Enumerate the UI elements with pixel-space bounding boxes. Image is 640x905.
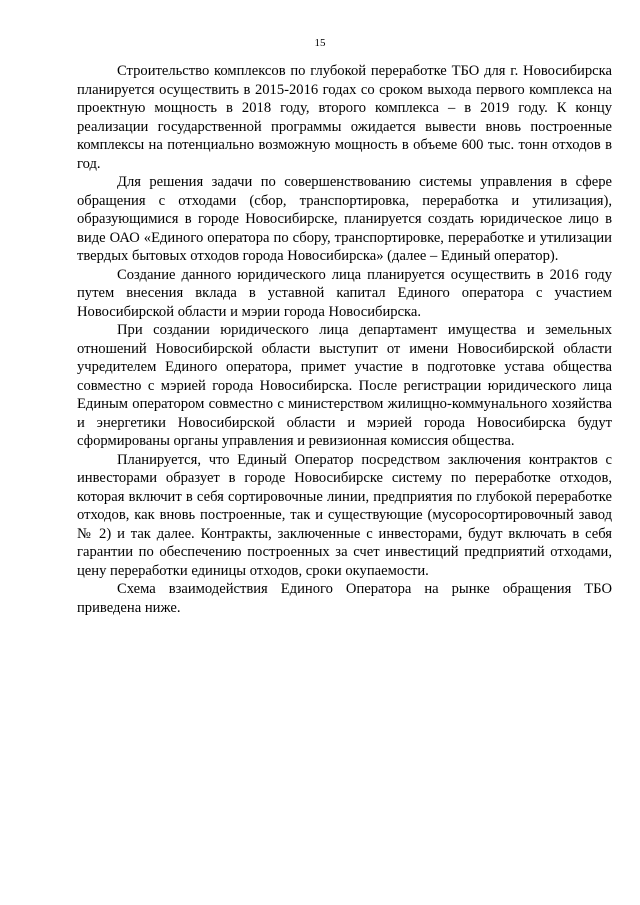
- paragraph-construction-plans: Строительство комплексов по глубокой переработке ТБО для г. Новосибирска планируется осуществить в 2015-2016 годах со сроком выхода первого комплекса на проектную мощность в 2018 году, второго комплекса – в 2019 году. К концу реализации государственной программы ожидается вывести вновь построенные комплексы на потенциально возможную мощность в объеме 600 тыс. тонн отходов в год.: [77, 63, 612, 172]
- paragraph-scheme-reference: Схема взаимодействия Единого Оператора на рынке обращения ТБО приведена ниже.: [77, 581, 612, 616]
- paragraph-founding-2016: Создание данного юридического лица планируется осуществить в 2016 году путем внесения вклада в уставной капитал Единого оператора с участием Новосибирской области и мэрии города Новосибирска.: [77, 266, 612, 320]
- page-number: 15: [314, 37, 326, 49]
- paragraph-investor-contracts: Планируется, что Единый Оператор посредством заключения контрактов с инвесторами образует в городе Новосибирске систему по переработке отходов, которая включит в себя сортировочные линии, предприятия по глубокой переработке отходов, как вновь построенные, так и существующие (мусоросортировочный завод № 2) и так далее. Контракты, заключенные с инвесторами, будут включать в себя гарантии по обеспечению построенных за счет инвестиций предприятий отходами, цену переработки единицы отходов, сроки окупаемости.: [77, 451, 612, 579]
- document-body: [77, 62, 612, 617]
- paragraph-founder-department: При создании юридического лица департамент имущества и земельных отношений Новосибирской области выступит от имени Новосибирской области учредителем Единого оператора, примет участие в подготовке устава общества совместно с мэрией города Новосибирска. После регистрации юридического лица Единым оператором совместно с министерством жилищно-коммунального хозяйства и энергетики Новосибирской области и мэрией города Новосибирска будут сформированы органы управления и ревизионная комиссия общества.: [77, 322, 612, 449]
- paragraph-single-operator-creation: Для решения задачи по совершенствованию системы управления в сфере обращения с отходами (сбор, транспортировка, переработка и утилизация), образующимися в городе Новосибирске, планируется создать юридическое лицо в виде ОАО «Единого оператора по сбору, транспортировке, переработке и утилизации твердых бытовых отходов города Новосибирска» (далее – Единый оператор).: [77, 174, 612, 264]
